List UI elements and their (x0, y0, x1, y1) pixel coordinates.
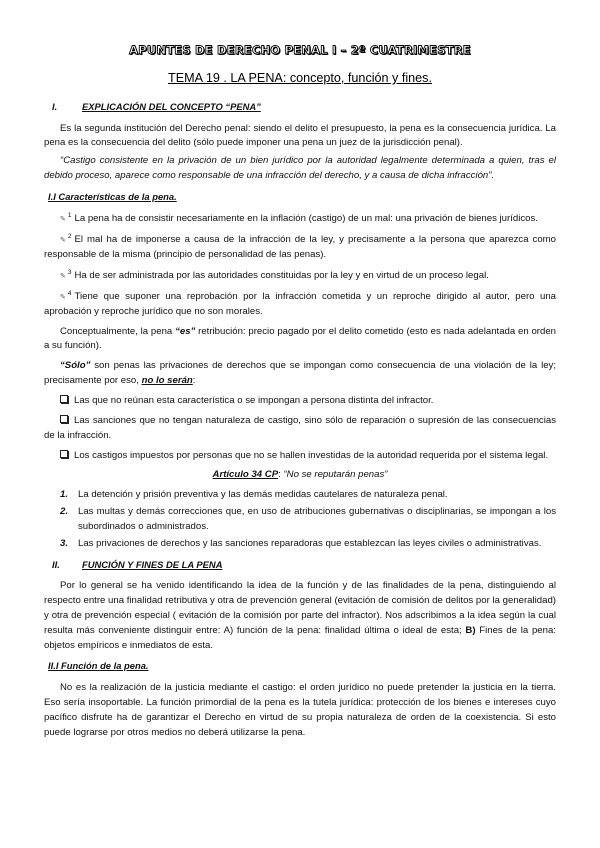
item-text: La detención y prisión preventiva y las demás medidas cautelares de naturaleza penal. (78, 489, 448, 501)
checkbox-bullet-icon (60, 395, 68, 403)
section-title: FUNCIÓN Y FINES DE LA PENA (82, 558, 223, 570)
feature-number: 1 (67, 211, 72, 219)
feature-number: 4 (67, 289, 72, 297)
exclusion-item (44, 414, 556, 444)
feature-number: 2 (67, 232, 72, 240)
function-fines-text: Por lo general se ha venido identificando la idea de la función y de las finalidades de la pena, distinguiendo al respecto entre una finalidad retributiva y otra de prevención general (evitación de comisión de delitos por la generalidad) y otra de prevención especial ( evitación de la comisión por parte del infractor). Nos adscribimos a la idea según la cual resulta más conveniente distinguir entre: A) función de la pena: finalidad última o ideal de esta; (44, 580, 556, 636)
exclusion-item (44, 394, 556, 409)
item-number: 1. (59, 489, 68, 501)
feature-item (44, 289, 556, 320)
solo-paragraph (44, 359, 556, 389)
article-list-item (44, 505, 556, 535)
article-list (44, 488, 556, 551)
colon: : (192, 375, 196, 387)
document-body (44, 98, 556, 746)
item-text: Las multas y demás correcciones que, en uso de atribuciones gubernativas o disciplinarias, se impongan a los subordinados o administrados. (78, 506, 556, 532)
exclusion-text: Los castigos impuestos por personas que no se hallen investidas de la autoridad requerida por el sistema legal. (74, 449, 549, 461)
subsection-heading-function: II.I Función de la pena. (48, 659, 149, 671)
pen-icon: ✎ (60, 236, 66, 244)
article-quote: “No se reputarán penas” (283, 469, 388, 481)
feature-text: Ha de ser administrada por las autoridades constituidas por la ley y en virtud de un proceso legal. (74, 269, 489, 281)
article-list-item (44, 488, 556, 503)
exclusion-item (44, 449, 556, 464)
article-title: Artículo 34 CP (212, 469, 279, 481)
checkbox-bullet-icon (60, 415, 68, 423)
item-number: 2. (59, 506, 68, 518)
article-colon: : (278, 469, 284, 481)
item-number: 3. (59, 537, 68, 549)
pen-icon: ✎ (60, 215, 66, 223)
function-fines-text-end: Fines de la pena: objetos empíricos e inmediatos de esta. (44, 624, 556, 651)
concept-text: Conceptualmente, la pena (60, 325, 176, 337)
exclusion-text: Las que no reúnan esta característica o se impongan a persona distinta del infractor. (74, 394, 434, 406)
section-heading-2 (44, 558, 556, 573)
function-paragraph: No es la realización de la justicia mediante el castigo: el orden jurídico no puede pretender la justicia en la tierra. Eso sería insoportable. La función primordial de la pena es la tutela jurídica: protección de los bienes e intereses cuyo pacífico disfrute ha de garantizar el Derecho en virtud de su propia naturaleza de orden de la coexistencia. Si esto puede lograrse por otros medios no deberá utilizarse la pena. (44, 682, 556, 738)
function-fines-paragraph (44, 579, 556, 653)
item-text: Las privaciones de derechos y las sanciones reparadoras que establezcan las leyes civiles o administrativas. (78, 537, 542, 549)
document-header: APUNTES DE DERECHO PENAL I – 2º CUATRIMESTRE (129, 43, 471, 57)
pen-icon: ✎ (60, 293, 66, 301)
b-label: B) (465, 624, 476, 636)
feature-text: El mal ha de imponerse a causa de la infracción de la ley, y precisamente a la persona que aparezca como responsable de la misma (principio de personalidad de las penas). (44, 233, 556, 260)
section-number: I. (52, 101, 58, 112)
checkbox-bullet-icon (60, 450, 68, 458)
definition-quote: “Castigo consistente en la privación de un bien jurídico por la autoridad legalmente determinada a quien, tras el debido proceso, aparece como responsable de una infracción del derecho, y a causa de dicha infracción”. (44, 155, 556, 182)
exclusion-text: Las sanciones que no tengan naturaleza de castigo, sino sólo de reparación o supresión de las consecuencias de la infracción. (44, 414, 556, 441)
concept-emphasis: “es” (175, 325, 196, 337)
feature-text: La pena ha de consistir necesariamente en la inflación (castigo) de un mal: una privación de bienes jurídicos. (74, 212, 538, 224)
no-lo-seran-emphasis: no lo serán (141, 375, 193, 387)
concept-paragraph (44, 325, 556, 355)
section-number: II. (52, 558, 60, 570)
concept-text-rest: retribución: precio pagado por el delito cometido (esto es nada adelantada en orden a su función). (44, 325, 556, 352)
feature-text: Tiene que suponer una reprobación por la infracción cometida y un reproche dirigido al autor, pero una aprobación y reproche jurídico que no son morales. (44, 290, 556, 317)
section-heading-1 (44, 100, 556, 115)
intro-paragraph: Es la segunda institución del Derecho penal: siendo el delito el presupuesto, la pena es la consecuencia jurídica. La pena es la consecuencia del delito (sólo puede imponer una pena un juez de la jurisdicción penal). (44, 122, 556, 149)
pen-icon: ✎ (60, 272, 66, 280)
solo-emphasis: “Sólo” (60, 360, 91, 372)
feature-item (44, 268, 556, 284)
feature-item (44, 232, 556, 263)
article-list-item (44, 537, 556, 552)
solo-text: son penas las privaciones de derechos que se impongan como consecuencia de una violación de la ley; precisamente por eso, (44, 360, 556, 387)
subsection-heading-characteristics: I.I Características de la pena. (48, 191, 177, 203)
feature-number: 3 (67, 268, 72, 276)
topic-title: TEMA 19 . LA PENA: concepto, función y fines. (168, 71, 432, 85)
article-34-heading (44, 468, 556, 483)
section-title: EXPLICACIÓN DEL CONCEPTO “PENA” (82, 101, 261, 112)
feature-item (44, 211, 556, 227)
